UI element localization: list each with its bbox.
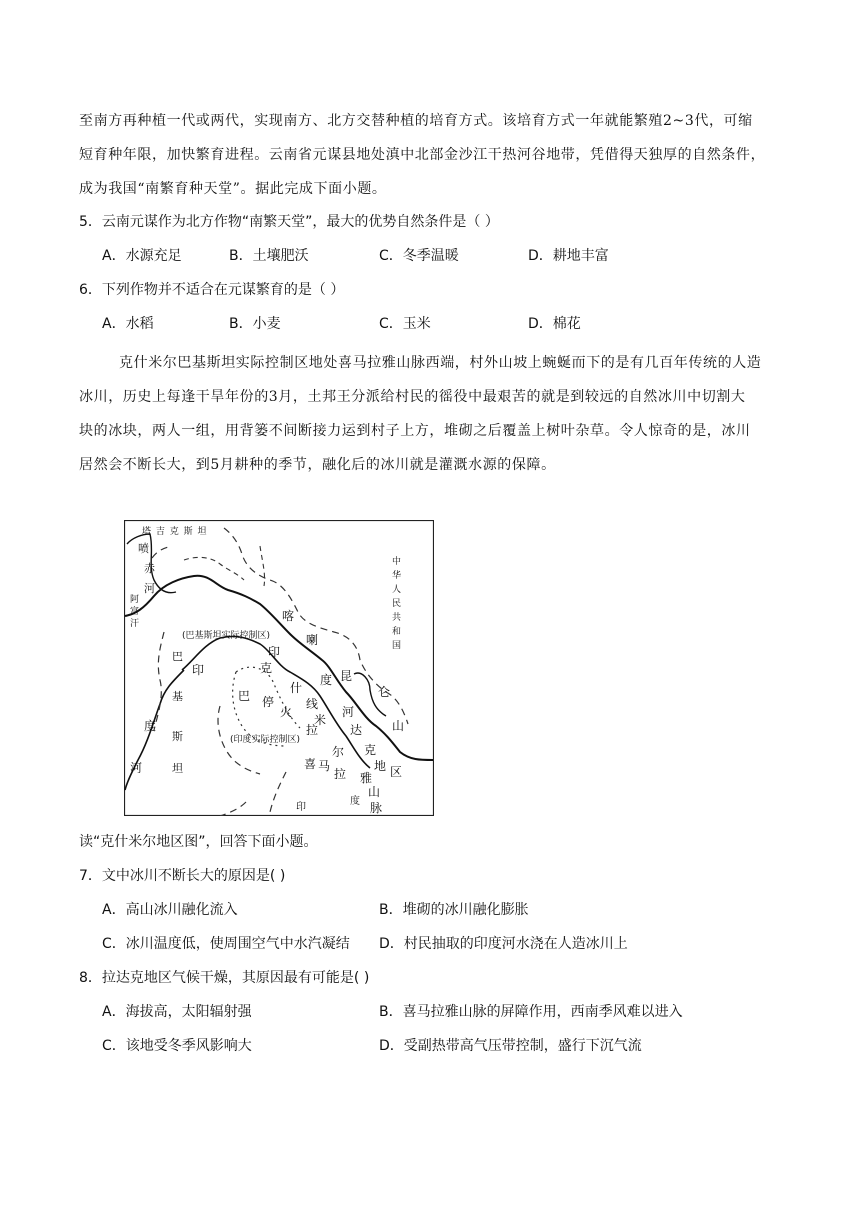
label-china-2: 华 (392, 571, 402, 581)
label-wakhan-2: 赤 (144, 562, 155, 575)
label-ceasefire-1: 巴 (238, 689, 251, 703)
map-frame (125, 521, 434, 816)
label-indus-3: 河 (342, 705, 355, 719)
label-china-4: 民 (392, 599, 402, 609)
q8-option-a[interactable]: A．海拔高，太阳辐射强 (102, 1004, 252, 1020)
label-ladakh-3: 克 (364, 743, 377, 757)
label-kashmir-2: 什 (290, 681, 303, 695)
label-india-bottom-2: 度 (350, 796, 360, 807)
label-ceasefire-2: 停 (262, 695, 275, 709)
label-ladakh-4: 地 (374, 759, 387, 773)
question-6-stem: 6．下列作物并不适合在元谋繁育的是（ ） (79, 282, 345, 298)
intro-line-2: 短育种年限，加快繁育进程。云南省元谋县地处滇中北部金沙江干热河谷地带，凭借得天独厚的自然条件， (79, 147, 766, 163)
q5-option-a[interactable]: A．水源充足 (102, 248, 182, 264)
label-karakoram-3: 昆 (340, 669, 353, 683)
label-himalaya-3: 拉 (334, 767, 347, 781)
intro-line-3: 成为我国“南繁育种天堂”。据此完成下面小题。 (79, 181, 387, 197)
label-pakistan-4: 坦 (172, 762, 183, 775)
passage-line-1: 克什米尔巴基斯坦实际控制区地处喜马拉雅山脉西端，村外山坡上蜿蜒而下的是有几百年传统的人造 (119, 355, 762, 371)
q8-option-c[interactable]: C．该地受冬季风影响大 (102, 1038, 252, 1054)
q8-option-d[interactable]: D．受副热带高气压带控制，盛行下沉气流 (379, 1038, 642, 1054)
label-karakoram-4: 仑 (378, 685, 391, 699)
label-pakistan-2: 基 (172, 690, 183, 703)
label-wakhan-3: 河 (144, 582, 155, 595)
kashmir-map (124, 520, 434, 816)
q5-option-d[interactable]: D．耕地丰富 (528, 248, 609, 264)
q7-option-c[interactable]: C．冰川温度低，使周围空气中水汽凝结 (102, 936, 350, 952)
label-indus-1: 印 (268, 645, 281, 659)
label-indus-left-3: 河 (130, 761, 143, 775)
question-7-stem: 7．文中冰川不断长大的原因是( ) (79, 868, 286, 884)
label-pakistan-3: 斯 (172, 730, 183, 743)
label-ceasefire-4: 线 (306, 697, 319, 711)
q6-option-a[interactable]: A．水稻 (102, 316, 154, 332)
q6-option-b[interactable]: B．小麦 (229, 316, 281, 332)
passage-line-4: 居然会不断长大，到5月耕种的季节，融化后的冰川就是灌溉水源的保障。 (79, 457, 556, 473)
label-wakhan-1: 喷 (138, 542, 149, 555)
label-afghanistan-3: 汗 (130, 619, 140, 629)
question-8-stem: 8．拉达克地区气候干燥，其原因最有可能是( ) (79, 970, 370, 986)
label-afghanistan-1: 阿 (130, 595, 140, 605)
label-karakoram-1: 喀 (282, 609, 295, 623)
label-china-5: 共 (392, 613, 402, 623)
label-himalaya-5: 山 (368, 785, 381, 799)
passage-line-2: 冰川，历史上每逢干旱年份的3月，土邦王分派给村民的徭役中最艰苦的就是到较远的自然冰川中切割大 (79, 389, 746, 405)
q6-option-d[interactable]: D．棉花 (528, 316, 581, 332)
label-indus-left-2: 度 (144, 719, 157, 733)
label-karakoram-5: 山 (392, 719, 405, 733)
q8-option-b[interactable]: B．喜马拉雅山脉的屏障作用，西南季风难以进入 (379, 1004, 683, 1020)
q7-option-a[interactable]: A．高山冰川融化流入 (102, 902, 238, 918)
label-afghanistan-2: 富 (130, 607, 140, 617)
label-himalaya-2: 马 (318, 759, 331, 773)
label-kashmir-3: 米 (314, 713, 327, 727)
label-indus-left-1: 印 (192, 663, 205, 677)
label-kashmir-1: 克 (260, 661, 273, 675)
label-kashmir-4: 尔 (332, 745, 345, 759)
passage-line-3: 块的冰块，两人一组，用背篓不间断接力运到村子上方，堆砌之后覆盖上树叶杂草。令人惊奇的是，冰川 (79, 423, 751, 439)
q7-option-b[interactable]: B．堆砌的冰川融化膨胀 (379, 902, 529, 918)
label-indus-2: 度 (320, 673, 333, 687)
question-5-stem: 5．云南元谋作为北方作物“南繁天堂”，最大的优势自然条件是（ ） (79, 214, 499, 230)
q5-option-b[interactable]: B．土壤肥沃 (229, 248, 309, 264)
label-ladakh-5: 区 (390, 765, 403, 779)
label-ind-control: (印度实际控制区) (230, 735, 301, 745)
label-himalaya-6: 脉 (370, 801, 383, 815)
label-pakistan-1: 巴 (172, 650, 183, 663)
label-ladakh-1: 拉 (306, 723, 319, 737)
q6-option-c[interactable]: C．玉米 (379, 316, 431, 332)
label-india-bottom: 印 (296, 802, 306, 813)
label-ladakh-2: 达 (350, 723, 363, 737)
label-himalaya-4: 雅 (360, 771, 373, 785)
label-himalaya-1: 喜 (304, 757, 317, 771)
q7-option-d[interactable]: D．村民抽取的印度河水浇在人造冰川上 (379, 936, 628, 952)
label-china-1: 中 (392, 557, 402, 567)
label-tajikistan: 塔 吉 克 斯 坦 (142, 527, 208, 537)
label-ceasefire-3: 火 (280, 705, 293, 719)
label-pak-control: (巴基斯坦实际控制区) (182, 631, 271, 641)
label-china-6: 和 (392, 627, 402, 637)
q5-option-c[interactable]: C．冬季温暖 (379, 248, 459, 264)
intro-line-1: 至南方再种植一代或两代，实现南方、北方交替种植的培育方式。该培育方式一年就能繁殖2~3代，可缩 (79, 113, 753, 129)
map-caption: 读“克什米尔地区图”，回答下面小题。 (79, 834, 318, 850)
label-china-3: 人 (392, 585, 402, 595)
label-karakoram-2: 喇 (306, 633, 319, 647)
label-china-7: 国 (392, 641, 402, 651)
